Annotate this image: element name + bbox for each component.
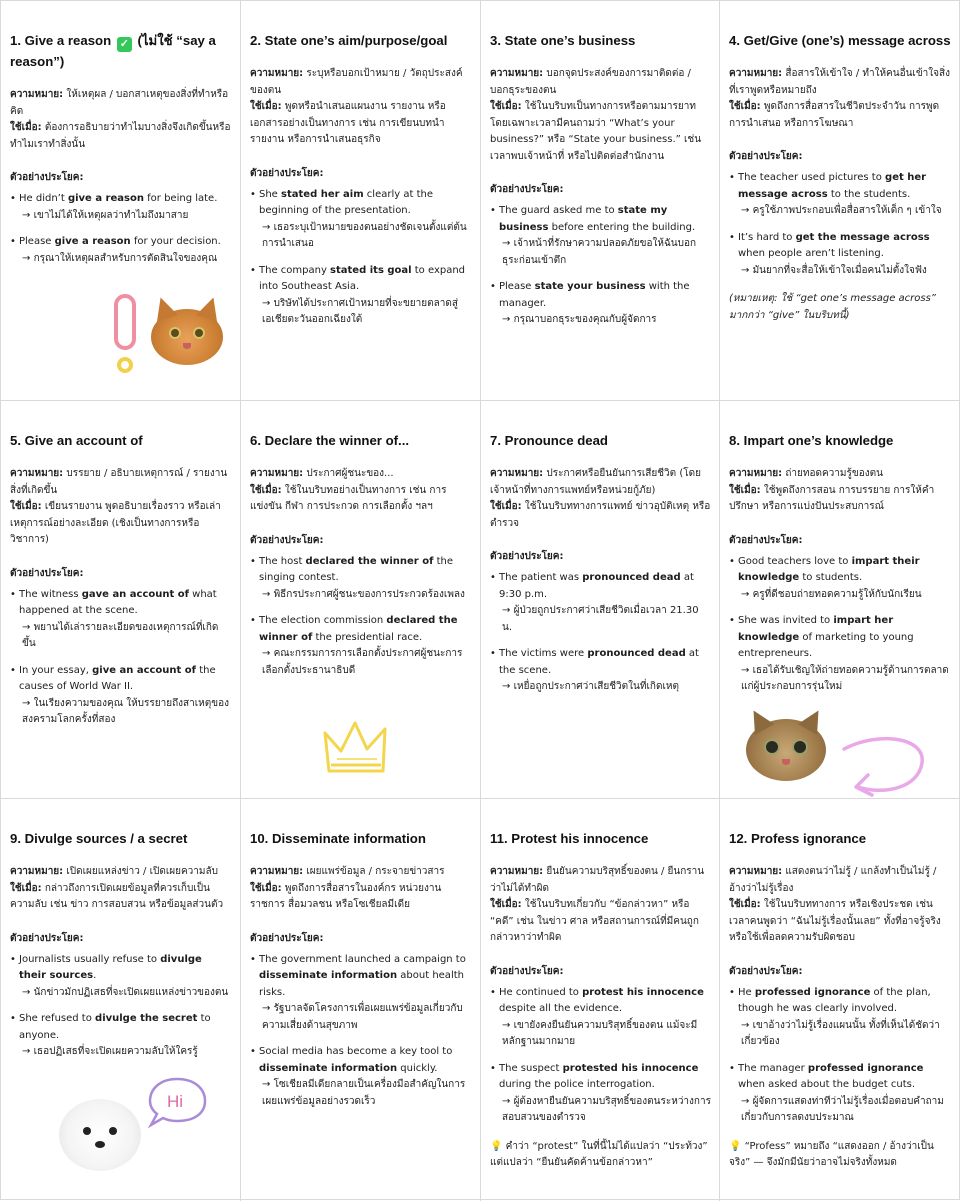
examples-heading: ตัวอย่างประโยค: [10, 567, 84, 579]
example-list [729, 554, 953, 696]
card-3 [481, 1, 720, 401]
meaning: ความหมาย: เปิดเผยแหล่งข่าว / เปิดเผยความลับ [10, 866, 218, 877]
card-title: 8. Impart one’s knowledge [729, 433, 894, 448]
example-item: • The victims were pronounced dead at the scene. → เหยื่อถูกประกาศว่าเสียชีวิตในที่เกิดเหตุ [490, 646, 711, 696]
check-mark-icon: ✓ [117, 37, 132, 52]
example-item: • He didn’t give a reason for being late. → เขาไม่ได้ให้เหตุผลว่าทำไมถึงมาสาย [10, 191, 232, 224]
card-title: 12. Profess ignorance [729, 831, 867, 846]
examples-heading: ตัวอย่างประโยค: [490, 184, 564, 195]
examples-heading: ตัวอย่างประโยค: [10, 932, 84, 944]
examples-heading: ตัวอย่างประโยค: [729, 151, 803, 162]
usage: ใช้เมื่อ: พูดหรือนำเสนอแผนงาน รายงาน หรือเอกสารอย่างเป็นทางการ เช่น การเขียนบทนำรายงาน หรือการนำเสนอธุรกิจ [250, 101, 446, 145]
example-item: • The teacher used pictures to get her message across to the students. → ครูใช้ภาพประกอบเพื่อสื่อสารให้เด็ก ๆ เข้าใจ [729, 170, 953, 220]
meaning: ความหมาย: เผยแพร่ข้อมูล / กระจายข่าวสาร [250, 866, 445, 877]
card-7 [481, 401, 720, 799]
card-title: 3. State one’s business [490, 33, 636, 48]
example-list [10, 191, 232, 267]
card-11 [481, 799, 720, 1201]
usage: ใช้เมื่อ: ใช้ในบริบททางการ หรือเชิงประชด เช่น เวลาคนพูดว่า “ฉันไม่รู้เรื่องนั้นเลย” ทั้งที่อาจรู้จริง หรือใช้เพื่อลดความรับผิดชอบ [729, 899, 941, 943]
example-item: • Good teachers love to impart their knowledge to students. → ครูที่ดีชอบถ่ายทอดความรู้ให้กับนักเรียน [729, 554, 953, 604]
example-list [490, 203, 711, 329]
example-item: • Please give a reason for your decision. → กรุณาให้เหตุผลสำหรับการตัดสินใจของคุณ [10, 234, 232, 267]
example-item: • The company stated its goal to expand into Southeast Asia. → บริษัทได้ประกาศเป้าหมายที่จะขยายตลาดสู่เอเชียตะวันออกเฉียงใต้ [250, 263, 472, 329]
example-item: • The patient was pronounced dead at 9:30 p.m. → ผู้ป่วยถูกประกาศว่าเสียชีวิตเมื่อเวลา 21.30 น. [490, 570, 711, 636]
meaning: ความหมาย: ระบุหรือบอกเป้าหมาย / วัตถุประสงค์ของตน [250, 68, 463, 96]
example-list [10, 587, 232, 729]
speech-bubble-icon [147, 1075, 209, 1131]
example-list [250, 952, 472, 1111]
usage: ใช้เมื่อ: ใช้ในบริบทอย่างเป็นทางการ เช่น การแข่งขัน กีฬา การประกวด การเลือกตั้ง ฯลฯ [250, 484, 447, 512]
card-title: 5. Give an account of [10, 433, 143, 448]
usage: ใช้เมื่อ: พูดถึงการสื่อสารในองค์กร หน่วยงานราชการ สื่อมวลชน หรือโซเชียลมีเดีย [250, 882, 442, 910]
card-title: 4. Get/Give (one’s) message across [729, 33, 951, 48]
example-item: • He continued to protest his innocence despite all the evidence. → เขายังคงยืนยันความบริสุทธิ์ของตน แม้จะมีหลักฐานมากมาย [490, 985, 711, 1051]
usage: ใช้เมื่อ: ใช้ในบริบทเป็นทางการหรือตามมารยาท โดยเฉพาะเวลามีคนถามว่า “What’s your business?” หรือ “State your business.” เช่น เวลาพบเจ้าหน้าที่ หรือไปติดต่อสำนักงาน [490, 101, 702, 162]
meaning: ความหมาย: บรรยาย / อธิบายเหตุการณ์ / รายงานสิ่งที่เกิดขึ้น [10, 468, 228, 496]
meaning: ความหมาย: สื่อสารให้เข้าใจ / ทำให้คนอื่นเข้าใจสิ่งที่เราพูดหรือหมายถึง [729, 68, 951, 96]
example-item: • The host declared the winner of the singing contest. → พิธีกรประกาศผู้ชนะของการประกวดร้องเพลง [250, 554, 472, 604]
example-item: • Journalists usually refuse to divulge their sources. → นักข่าวมักปฏิเสธที่จะเปิดเผยแหล่งข่าวของตน [10, 952, 232, 1002]
card-2 [241, 1, 481, 401]
kitten-image [746, 719, 826, 781]
card-title: 7. Pronounce dead [490, 433, 608, 448]
usage: ใช้เมื่อ: ใช้ในบริบทเกี่ยวกับ “ข้อกล่าวหา” หรือ “คดี” เช่น ในข่าว ศาล หรือสถานการณ์ที่มีคนถูกกล่าวหาว่าทำผิด [490, 899, 699, 943]
example-item: • She stated her aim clearly at the beginning of the presentation. → เธอระบุเป้าหมายของตนอย่างชัดเจนตั้งแต่ต้นการนำเสนอ [250, 187, 472, 253]
example-item: • The government launched a campaign to disseminate information about health risks. → รัฐบาลจัดโครงการเพื่อเผยแพร่ข้อมูลเกี่ยวกับความเสี่ยงด้านสุขภาพ [250, 952, 472, 1035]
usage: ใช้เมื่อ: ใช้พูดถึงการสอน การบรรยาย การให้คำปรึกษา หรือการแบ่งปันประสบการณ์ [729, 484, 935, 512]
usage-note: 💡 “Profess” หมายถึง “แสดงออก / อ้างว่าเป็นจริง” — จึงมักมีนัยว่าอาจไม่จริงทั้งหมด [729, 1140, 934, 1168]
example-item: • Social media has become a key tool to disseminate information quickly. → โซเชียลมีเดียกลายเป็นเครื่องมือสำคัญในการเผยแพร่ข้อมูลอย่างรวดเร็ว [250, 1044, 472, 1110]
example-list [250, 554, 472, 680]
examples-heading: ตัวอย่างประโยค: [490, 551, 564, 562]
examples-heading: ตัวอย่างประโยค: [250, 167, 324, 179]
card-10 [241, 799, 481, 1201]
card-title: 1. Give a reason ✓ (ไม่ใช้ “say a reason”) [10, 33, 216, 69]
example-item: • The guard asked me to state my business before entering the building. → เจ้าหน้าที่รักษาความปลอดภัยขอให้ฉันบอกธุระก่อนเข้าตึก [490, 203, 711, 269]
example-item: • The witness gave an account of what happened at the scene. → พยานได้เล่ารายละเอียดของเหตุการณ์ที่เกิดขึ้น [10, 587, 232, 653]
card-12 [720, 799, 960, 1201]
meaning: ความหมาย: บอกจุดประสงค์ของการมาติดต่อ / บอกธุระของตน [490, 68, 691, 96]
examples-heading: ตัวอย่างประโยค: [250, 932, 324, 944]
crown-icon [321, 719, 393, 781]
example-item: • He professed ignorance of the plan, though he was clearly involved. → เขาอ้างว่าไม่รู้เรื่องแผนนั้น ทั้งที่เห็นได้ชัดว่าเกี่ยวข้อง [729, 985, 953, 1051]
examples-heading: ตัวอย่างประโยค: [729, 534, 803, 546]
card-title: 2. State one’s aim/purpose/goal [250, 33, 448, 48]
card-title: 11. Protest his innocence [490, 831, 649, 846]
usage: ใช้เมื่อ: ใช้ในบริบททางการแพทย์ ข่าวอุบัติเหตุ หรือตำรวจ [490, 501, 711, 529]
curved-arrow-icon [838, 731, 930, 799]
example-item: • She was invited to impart her knowledge of marketing to young entrepreneurs. → เธอได้รับเชิญให้ถ่ายทอดความรู้ด้านการตลาดแก่ผู้ประกอบการรุ่นใหม่ [729, 613, 953, 696]
card-6 [241, 401, 481, 799]
examples-heading: ตัวอย่างประโยค: [490, 965, 564, 977]
usage: ใช้เมื่อ: ต้องการอธิบายว่าทำไมบางสิ่งจึงเกิดขึ้นหรือทำไมเราทำสิ่งนั้น [10, 122, 231, 150]
meaning: ความหมาย: ให้เหตุผล / บอกสาเหตุของสิ่งที่ทำหรือคิด [10, 89, 229, 117]
examples-heading: ตัวอย่างประโยค: [250, 534, 324, 546]
example-item: • She refused to divulge the secret to anyone. → เธอปฏิเสธที่จะเปิดเผยความลับให้ใครรู้ [10, 1011, 232, 1061]
example-item: • The manager professed ignorance when asked about the budget cuts. → ผู้จัดการแสดงท่าทีว่าไม่รู้เรื่องเมื่อตอบคำถามเกี่ยวกับการลดงบประมาณ [729, 1061, 953, 1127]
exclamation-icon [109, 293, 143, 375]
example-list [490, 570, 711, 696]
card-1 [1, 1, 241, 401]
cat-image [151, 309, 223, 365]
meaning: ความหมาย: ถ่ายทอดความรู้ของตน [729, 468, 883, 479]
meaning: ความหมาย: ยืนยันความบริสุทธิ์ของตน / ยืนกรานว่าไม่ได้ทำผิด [490, 866, 705, 894]
usage-note: 💡 คำว่า “protest” ในที่นี้ไม่ได้แปลว่า “ประท้วง” แต่แปลว่า “ยืนยันคัดค้านข้อกล่าวหา” [490, 1140, 708, 1168]
card-title: 9. Divulge sources / a secret [10, 831, 188, 846]
card-title: 10. Disseminate information [250, 831, 426, 846]
usage: ใช้เมื่อ: เขียนรายงาน พูดอธิบายเรื่องราว หรือเล่าเหตุการณ์อย่างละเอียด (เชิงเป็นทางการหรือวิชาการ) [10, 501, 221, 545]
hi-label: Hi [167, 1092, 184, 1111]
example-list [729, 170, 953, 279]
meaning: ความหมาย: ประกาศผู้ชนะของ... [250, 468, 394, 479]
example-list [10, 952, 232, 1061]
card-8 [720, 401, 960, 799]
meaning: ความหมาย: แสดงตนว่าไม่รู้ / แกล้งทำเป็นไม่รู้ / อ้างว่าไม่รู้เรื่อง [729, 866, 937, 894]
example-list [729, 985, 953, 1127]
card-5 [1, 401, 241, 799]
meaning: ความหมาย: ประกาศหรือยืนยันการเสียชีวิต (โดยเจ้าหน้าที่ทางการแพทย์หรือหน่วยกู้ภัย) [490, 468, 701, 496]
card-4 [720, 1, 960, 401]
example-list [490, 985, 711, 1127]
example-item: • The election commission declared the winner of the presidential race. → คณะกรรมการการเลือกตั้งประกาศผู้ชนะการเลือกตั้งประธานาธิบดี [250, 613, 472, 679]
usage-note: (หมายเหตุ: ใช้ “get one’s message across” มากกว่า “give” ในบริบทนี้) [729, 293, 936, 321]
card-title: 6. Declare the winner of... [250, 433, 410, 448]
examples-heading: ตัวอย่างประโยค: [729, 965, 803, 977]
example-item: • It’s hard to get the message across when people aren’t listening. → มันยากที่จะสื่อให้เข้าใจเมื่อคนไม่ตั้งใจฟัง [729, 230, 953, 280]
usage: ใช้เมื่อ: พูดถึงการสื่อสารในชีวิตประจำวัน การพูด การนำเสนอ หรือการโฆษณา [729, 101, 940, 129]
example-item: • Please state your business with the manager. → กรุณาบอกธุระของคุณกับผู้จัดการ [490, 279, 711, 329]
usage: ใช้เมื่อ: กล่าวถึงการเปิดเผยข้อมูลที่ควรเก็บเป็นความลับ เช่น ข่าว การสอบสวน หรือข้อมูลส่วนตัว [10, 882, 224, 910]
example-list [250, 187, 472, 329]
puppy-image [59, 1099, 141, 1171]
example-item: • The suspect protested his innocence during the police interrogation. → ผู้ต้องหายืนยันความบริสุทธิ์ของตนระหว่างการสอบสวนของตำรวจ [490, 1061, 711, 1127]
card-9 [1, 799, 241, 1201]
example-item: • In your essay, give an account of the causes of World War II. → ในเรียงความของคุณ ให้บรรยายถึงสาเหตุของสงครามโลกครั้งที่สอง [10, 663, 232, 729]
examples-heading: ตัวอย่างประโยค: [10, 172, 84, 183]
